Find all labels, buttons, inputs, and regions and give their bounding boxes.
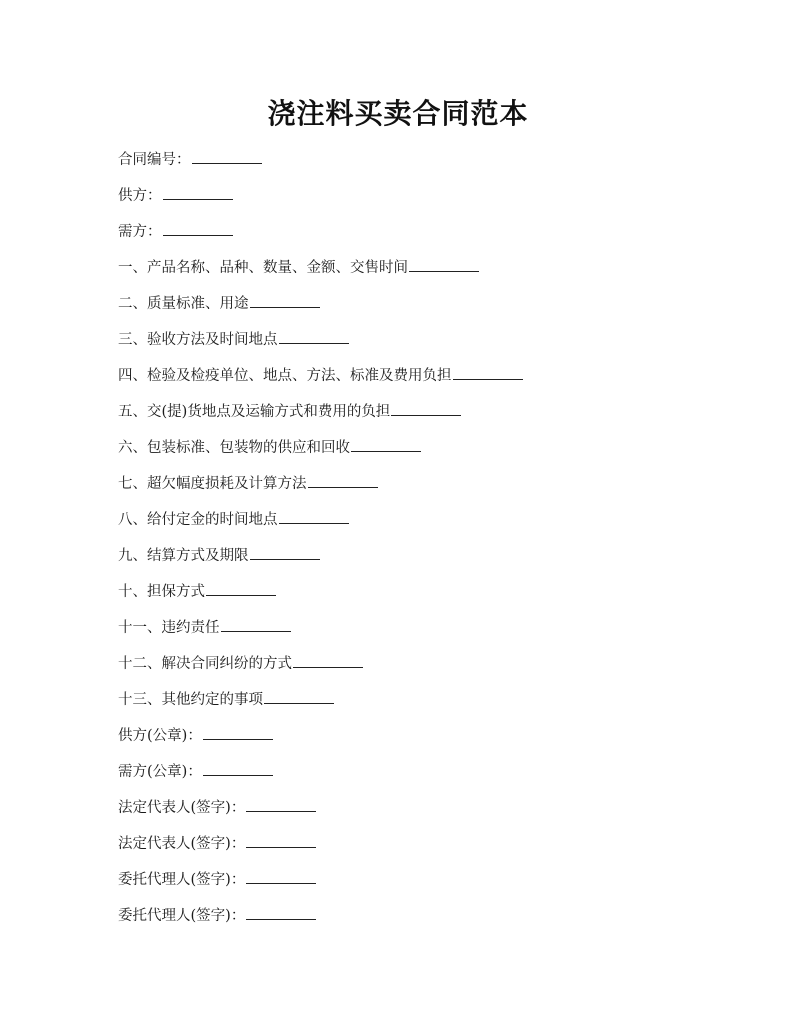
clause-6	[118, 436, 738, 472]
line-label: 供方(公章)：	[118, 728, 202, 744]
fill-in-blank	[221, 616, 291, 632]
line-label: 二、质量标准、用途	[118, 296, 249, 312]
fill-in-blank	[279, 508, 349, 524]
fill-in-blank	[308, 472, 378, 488]
line-label: 供方：	[118, 188, 162, 204]
line-label: 十二、解决合同纠纷的方式	[118, 656, 292, 672]
fill-in-blank	[279, 328, 349, 344]
line-label: 十三、其他约定的事项	[118, 692, 263, 708]
fill-in-blank	[409, 256, 479, 272]
buyer-seal-line	[118, 760, 738, 796]
line-label: 一、产品名称、品种、数量、金额、交售时间	[118, 260, 408, 276]
fill-in-blank	[246, 904, 316, 920]
line-label: 十一、违约责任	[118, 620, 220, 636]
clause-10	[118, 580, 738, 616]
fill-in-blank	[264, 688, 334, 704]
line-label: 法定代表人(签字)：	[118, 800, 246, 816]
line-label: 六、包装标准、包装物的供应和回收	[118, 440, 350, 456]
clause-7	[118, 472, 738, 508]
supplier-line	[118, 184, 738, 220]
fill-in-blank	[192, 148, 262, 164]
clause-3	[118, 328, 738, 364]
document-title: 浇注料买卖合同范本	[267, 97, 529, 130]
line-label: 合同编号：	[118, 152, 191, 168]
line-label: 十、担保方式	[118, 584, 205, 600]
contract-number-line	[118, 148, 738, 184]
fill-in-blank	[246, 832, 316, 848]
agent-signature-line	[118, 904, 738, 940]
fill-in-blank	[203, 724, 273, 740]
line-label: 四、检验及检疫单位、地点、方法、标准及费用负担	[118, 368, 452, 384]
fill-in-blank	[391, 400, 461, 416]
line-label: 需方：	[118, 224, 162, 240]
clause-1	[118, 256, 738, 292]
fill-in-blank	[453, 364, 523, 380]
clause-12	[118, 652, 738, 688]
fill-in-blank	[351, 436, 421, 452]
line-label: 委托代理人(签字)：	[118, 908, 246, 924]
clause-8	[118, 508, 738, 544]
line-label: 五、交(提)货地点及运输方式和费用的负担	[118, 404, 391, 420]
legal-rep-signature-line	[118, 796, 738, 832]
fill-in-blank	[206, 580, 276, 596]
fill-in-blank	[246, 868, 316, 884]
clause-5	[118, 400, 738, 436]
clause-13	[118, 688, 738, 724]
fill-in-blank	[163, 184, 233, 200]
line-label: 七、超欠幅度损耗及计算方法	[118, 476, 307, 492]
legal-rep-signature-line	[118, 832, 738, 868]
fill-in-blank	[293, 652, 363, 668]
clause-11	[118, 616, 738, 652]
line-label: 九、结算方式及期限	[118, 548, 249, 564]
line-label: 委托代理人(签字)：	[118, 872, 246, 888]
fill-in-blank	[203, 760, 273, 776]
fill-in-blank	[163, 220, 233, 236]
clause-4	[118, 364, 738, 400]
line-label: 八、给付定金的时间地点	[118, 512, 278, 528]
fill-in-blank	[250, 292, 320, 308]
clause-9	[118, 544, 738, 580]
clause-2	[118, 292, 738, 328]
line-label: 三、验收方法及时间地点	[118, 332, 278, 348]
buyer-line	[118, 220, 738, 256]
agent-signature-line	[118, 868, 738, 904]
line-label: 需方(公章)：	[118, 764, 202, 780]
contract-clauses	[118, 148, 738, 940]
supplier-seal-line	[118, 724, 738, 760]
line-label: 法定代表人(签字)：	[118, 836, 246, 852]
fill-in-blank	[250, 544, 320, 560]
fill-in-blank	[246, 796, 316, 812]
